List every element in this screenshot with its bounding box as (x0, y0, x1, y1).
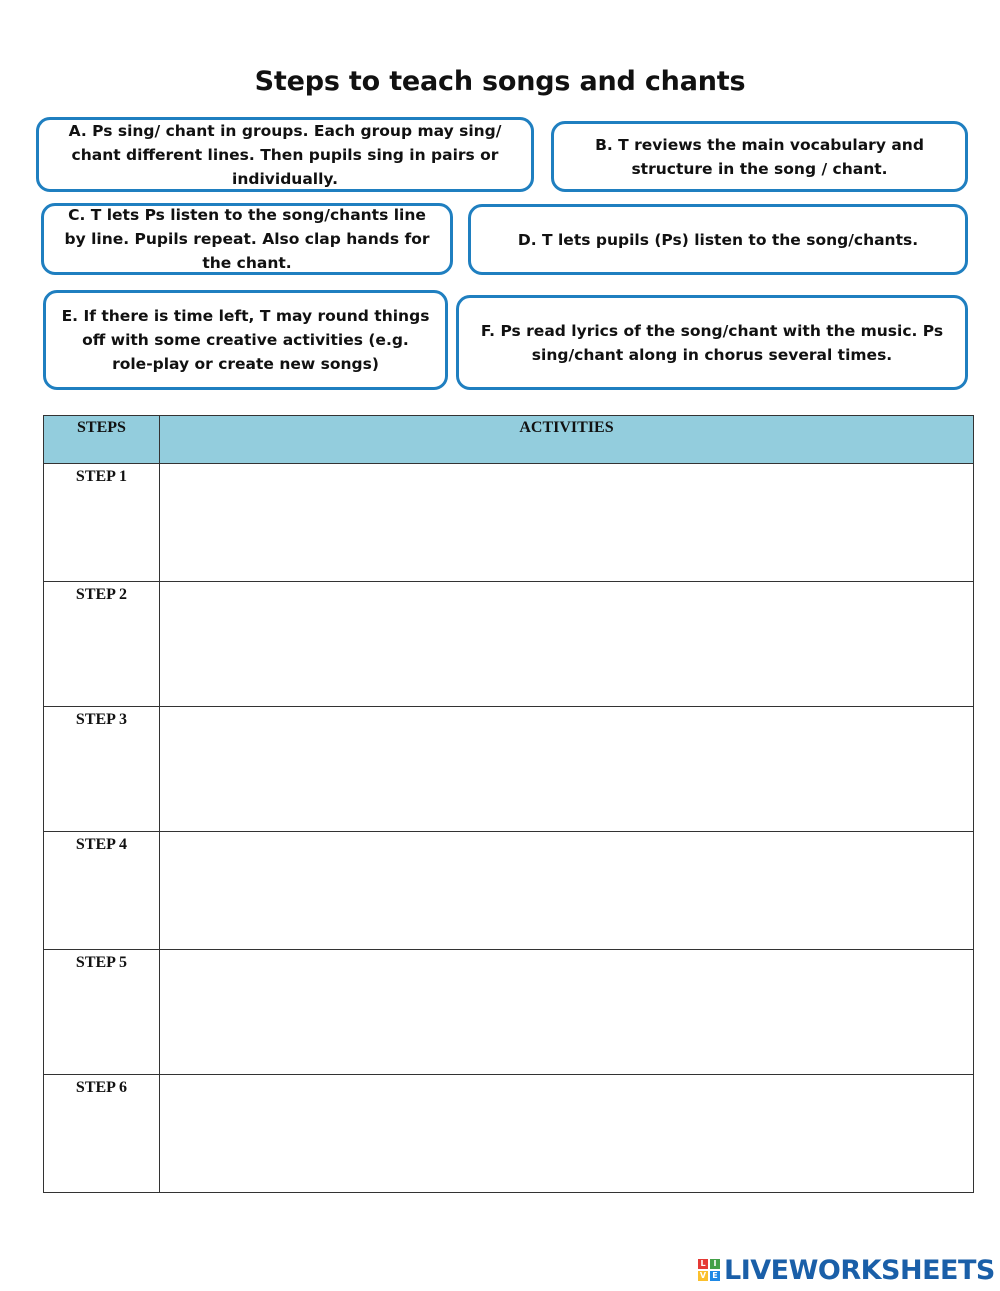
table-row (44, 464, 974, 582)
step-card-b-text: B. T reviews the main vocabulary and structure in the song / chant. (595, 135, 924, 178)
step-label: STEP 5 (44, 950, 160, 1075)
steps-table (43, 415, 974, 1193)
step-label: STEP 3 (44, 707, 160, 832)
logo-mark-icon (698, 1259, 720, 1281)
step-card-d-text: D. T lets pupils (Ps) listen to the song/chants. (517, 230, 919, 249)
liveworksheets-logo[interactable] (698, 1254, 995, 1286)
step-card-d[interactable] (468, 204, 968, 275)
step-card-e[interactable] (43, 290, 448, 390)
activity-drop-zone[interactable] (160, 832, 974, 950)
header-activities: ACTIVITIES (160, 416, 974, 464)
table-row (44, 832, 974, 950)
logo-mark-e: E (710, 1271, 720, 1281)
header-steps: STEPS (44, 416, 160, 464)
activity-drop-zone[interactable] (160, 707, 974, 832)
page-title: Steps to teach songs and chants (254, 66, 746, 97)
activity-drop-zone[interactable] (160, 1075, 974, 1193)
activity-drop-zone[interactable] (160, 464, 974, 582)
step-card-f-text: F. Ps read lyrics of the song/chant with the music. Ps sing/chant along in chorus several times. (480, 321, 944, 364)
step-card-b[interactable] (551, 121, 968, 192)
step-label: STEP 6 (44, 1075, 160, 1193)
step-card-a[interactable] (36, 117, 534, 192)
step-card-a-text: A. Ps sing/ chant in groups. Each group may sing/ chant different lines. Then pupils sing in pairs or individually. (68, 121, 502, 188)
table-row (44, 1075, 974, 1193)
table-row (44, 950, 974, 1075)
logo-mark-l: L (698, 1259, 708, 1269)
step-card-c[interactable] (41, 203, 453, 275)
step-label: STEP 2 (44, 582, 160, 707)
step-card-f[interactable] (456, 295, 968, 390)
logo-mark-v: V (699, 1271, 707, 1280)
table-row (44, 707, 974, 832)
step-card-c-text: C. T lets Ps listen to the song/chants line by line. Pupils repeat. Also clap hands for the chant. (64, 206, 430, 272)
logo-mark-i: I (710, 1259, 720, 1269)
table-header-row (44, 416, 974, 464)
activity-drop-zone[interactable] (160, 950, 974, 1075)
step-label: STEP 1 (44, 464, 160, 582)
step-card-e-text: E. If there is time left, T may round things off with some creative activities (e.g. role-play or create new songs) (61, 307, 430, 373)
table-row (44, 582, 974, 707)
activity-drop-zone[interactable] (160, 582, 974, 707)
step-label: STEP 4 (44, 832, 160, 950)
logo-text: LIVEWORKSHEETS (724, 1254, 995, 1286)
